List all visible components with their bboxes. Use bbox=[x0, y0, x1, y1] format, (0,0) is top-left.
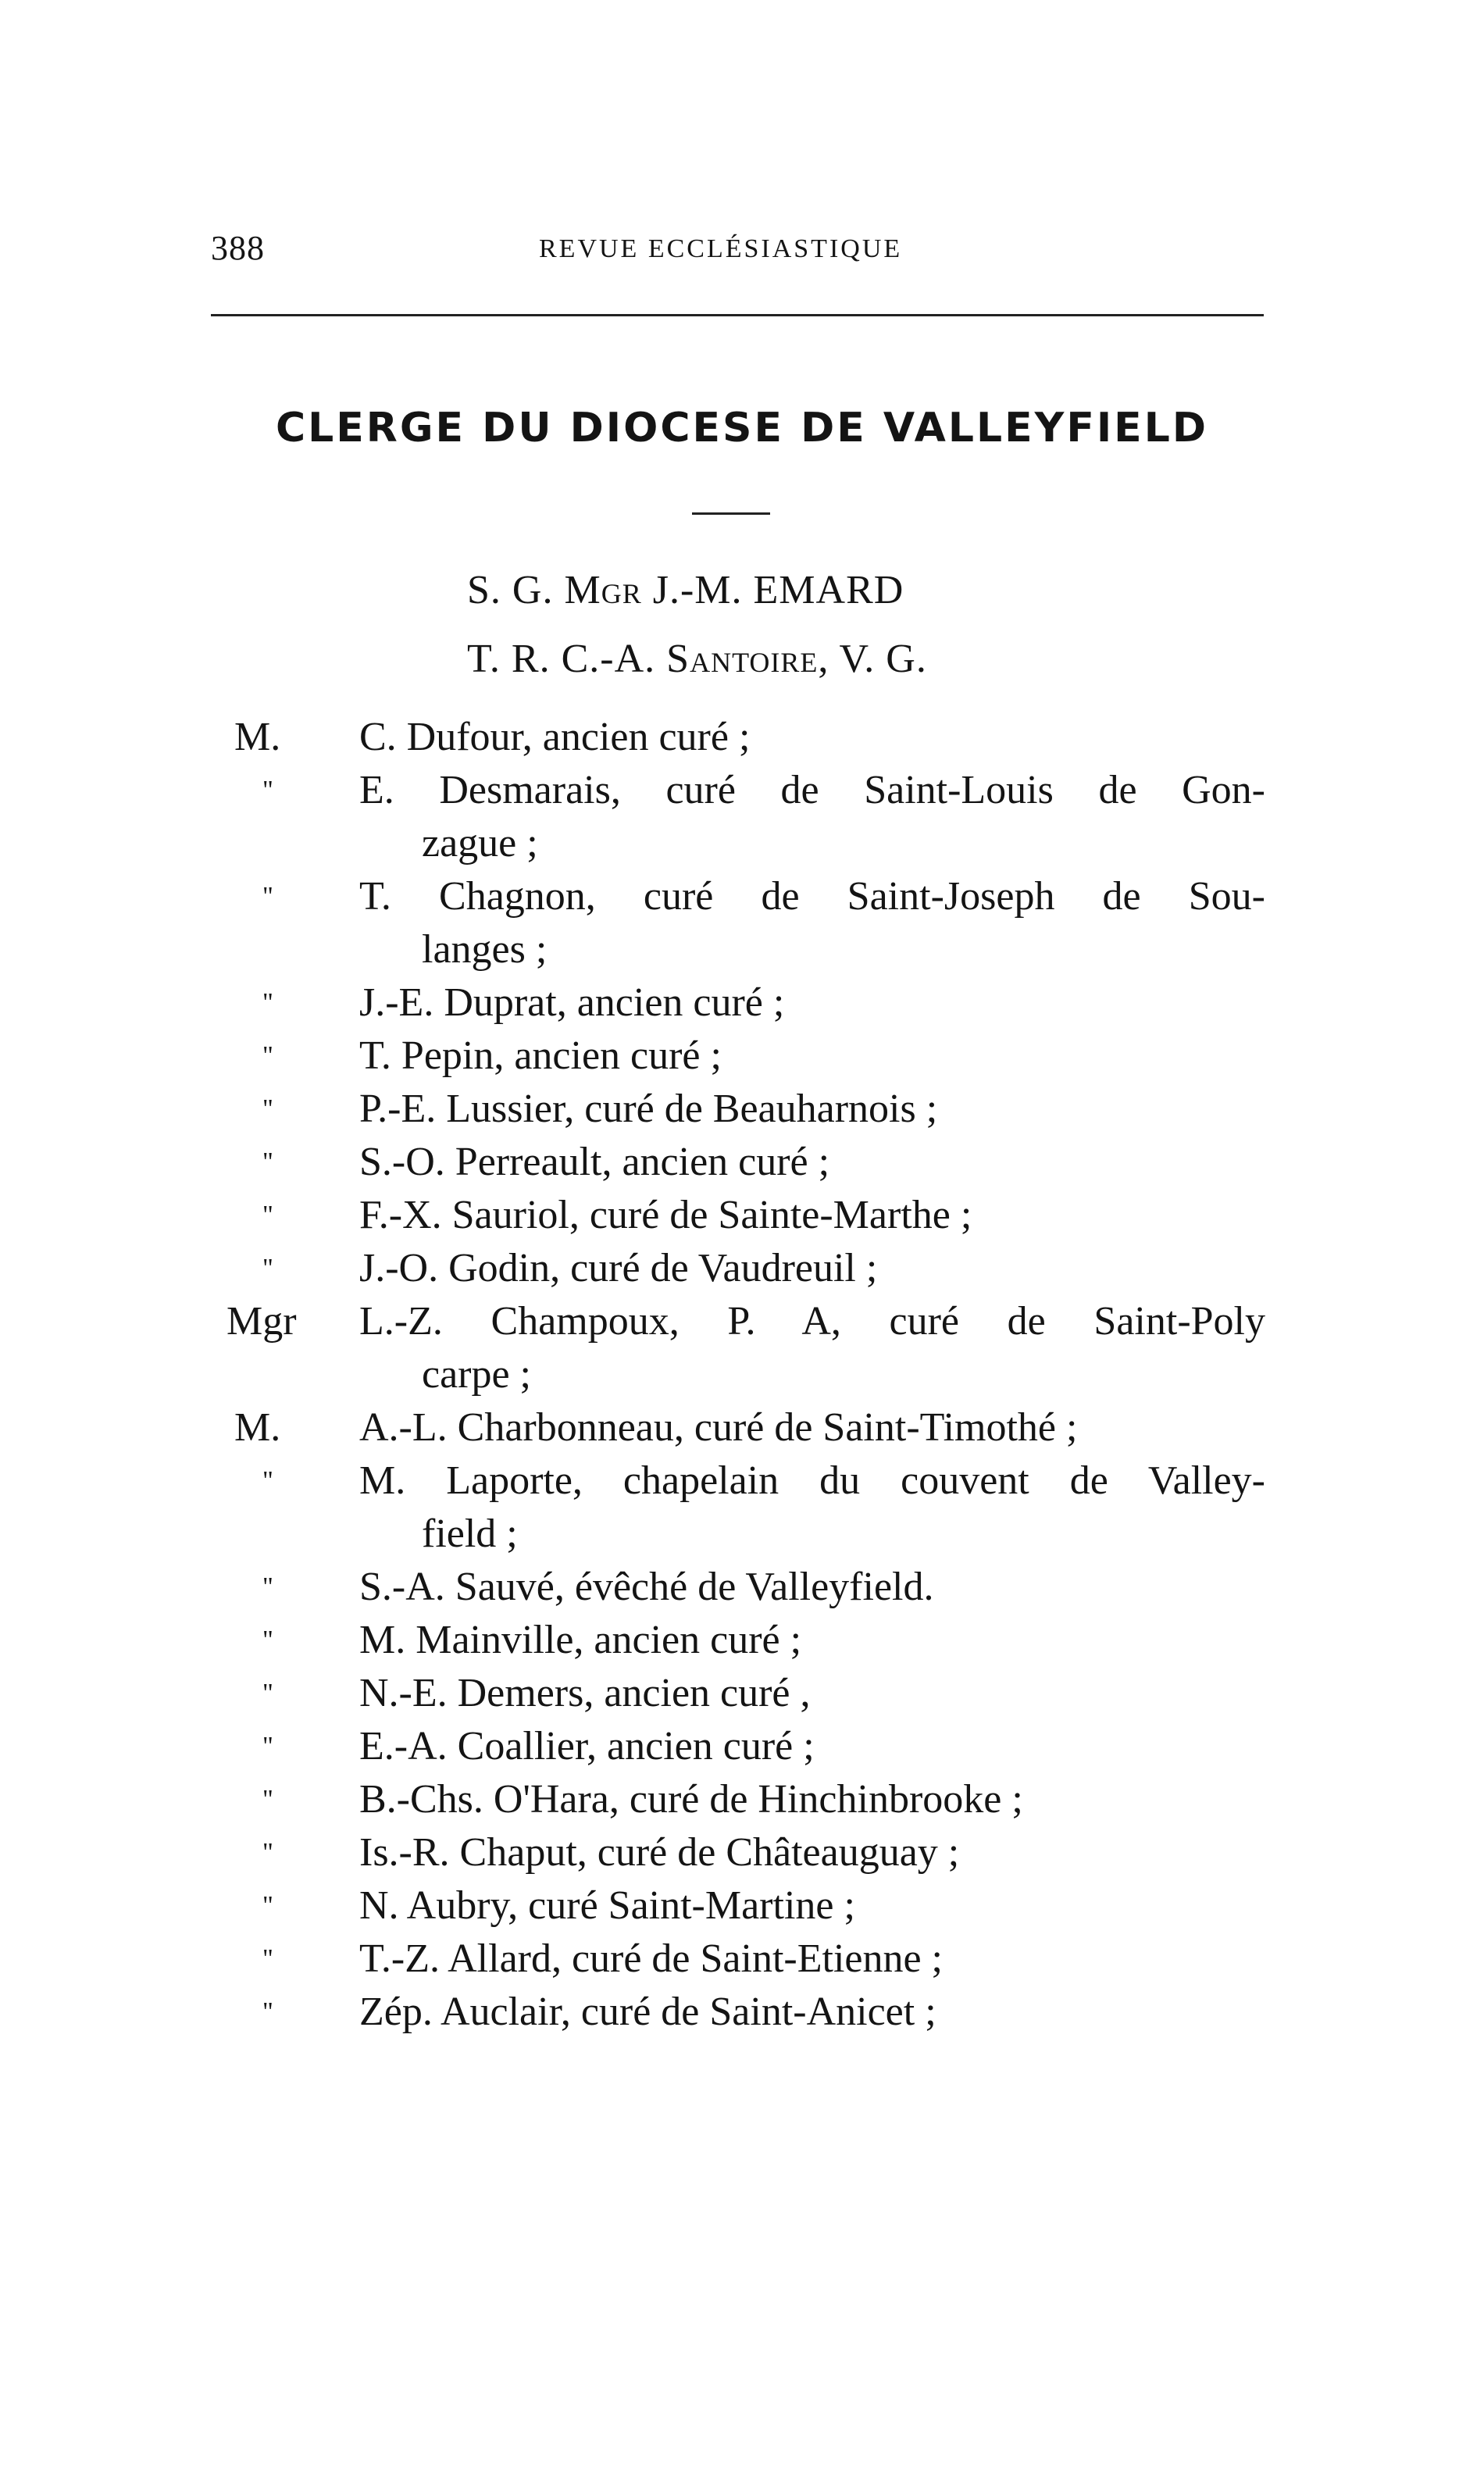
entry-line: L.-Z. Champoux, P. A, curé de Saint-Poly bbox=[359, 1299, 1265, 1344]
entry-text bbox=[359, 1826, 1265, 1879]
entry-text bbox=[359, 1614, 1265, 1667]
entry-text bbox=[359, 1720, 1265, 1773]
entry-line: J.-O. Godin, curé de Vaudreuil ; bbox=[359, 1246, 878, 1290]
entry-prefix: " bbox=[262, 1147, 273, 1176]
entry-continuation: zague ; bbox=[422, 821, 538, 865]
bishop-line bbox=[467, 567, 904, 613]
entry-text bbox=[359, 711, 1265, 764]
entry-line: T.-Z. Allard, curé de Saint-Etienne ; bbox=[359, 1936, 943, 1981]
entry-line: F.-X. Sauriol, curé de Sainte-Marthe ; bbox=[359, 1193, 972, 1237]
section-title: CLERGE DU DIOCESE DE VALLEYFIELD bbox=[275, 405, 1209, 451]
entry-text bbox=[359, 1030, 1265, 1083]
list-item bbox=[227, 976, 1265, 1030]
entry-prefix: " bbox=[262, 1785, 273, 1814]
entry-text bbox=[359, 1242, 1265, 1295]
list-item bbox=[227, 1454, 1265, 1561]
page-number: 388 bbox=[211, 229, 265, 267]
entry-line: T. Pepin, ancien curé ; bbox=[359, 1033, 722, 1078]
entry-prefix: " bbox=[262, 1626, 273, 1654]
vicar-title: , V. G. bbox=[818, 637, 927, 681]
entry-text bbox=[359, 1879, 1265, 1933]
entry-line: Is.-R. Chaput, curé de Châteauguay ; bbox=[359, 1830, 960, 1875]
entry-line: P.-E. Lussier, curé de Beauharnois ; bbox=[359, 1087, 938, 1131]
entry-prefix: " bbox=[262, 1041, 273, 1070]
entry-prefix: " bbox=[262, 1838, 273, 1867]
list-item bbox=[227, 711, 1265, 764]
running-head: REVUE ECCLÉSIASTIQUE bbox=[539, 234, 903, 263]
entry-text bbox=[359, 976, 1265, 1030]
entry-text bbox=[359, 1561, 1265, 1614]
vicar-prefix: T. R. bbox=[467, 637, 551, 681]
entry-prefix: M. bbox=[234, 1405, 281, 1450]
entry-line: B.-Chs. O'Hara, curé de Hinchinbrooke ; bbox=[359, 1777, 1023, 1822]
bishop-prefix: S. G. bbox=[467, 568, 554, 612]
bishop-name: J.-M. EMARD bbox=[652, 568, 904, 612]
entry-text bbox=[359, 1454, 1265, 1561]
list-item bbox=[227, 1561, 1265, 1614]
entry-prefix: " bbox=[262, 1254, 273, 1283]
list-item bbox=[227, 1826, 1265, 1879]
entry-text bbox=[359, 1667, 1265, 1720]
entry-line: E. Desmarais, curé de Saint-Louis de Gon- bbox=[359, 768, 1265, 812]
entry-prefix: " bbox=[262, 1732, 273, 1761]
entry-prefix: " bbox=[262, 882, 273, 911]
entry-line: A.-L. Charbonneau, curé de Saint-Timothé ; bbox=[359, 1405, 1078, 1450]
entry-text bbox=[359, 1136, 1265, 1189]
entry-line: C. Dufour, ancien curé ; bbox=[359, 715, 751, 759]
entry-prefix: " bbox=[262, 1572, 273, 1601]
entry-continuation: langes ; bbox=[422, 927, 548, 972]
entry-text bbox=[359, 1401, 1265, 1454]
entry-text bbox=[359, 870, 1265, 976]
entry-text bbox=[359, 1933, 1265, 1986]
list-item bbox=[227, 764, 1265, 870]
entry-line: S.-A. Sauvé, évêché de Valleyfield. bbox=[359, 1565, 934, 1609]
entry-prefix: " bbox=[262, 1679, 273, 1708]
list-item bbox=[227, 1720, 1265, 1773]
entry-text bbox=[359, 1986, 1265, 2039]
entry-line: J.-E. Duprat, ancien curé ; bbox=[359, 980, 785, 1025]
entry-text bbox=[359, 1083, 1265, 1136]
list-item bbox=[227, 1189, 1265, 1242]
clergy-list bbox=[227, 711, 1265, 2039]
page-header bbox=[211, 228, 1273, 275]
entry-prefix: Mgr bbox=[227, 1299, 297, 1344]
entry-prefix: " bbox=[262, 1201, 273, 1230]
entry-line: E.-A. Coallier, ancien curé ; bbox=[359, 1724, 815, 1768]
entry-text bbox=[359, 764, 1265, 870]
vicar-general-line bbox=[467, 636, 927, 682]
list-item bbox=[227, 1986, 1265, 2039]
entry-text bbox=[359, 1773, 1265, 1826]
entry-prefix: " bbox=[262, 1466, 273, 1495]
bishop-rank: Mgr bbox=[564, 568, 642, 612]
list-item bbox=[227, 1295, 1265, 1401]
entry-continuation: field ; bbox=[422, 1511, 518, 1556]
entry-line: N. Aubry, curé Saint-Martine ; bbox=[359, 1883, 855, 1928]
entry-prefix: " bbox=[262, 1891, 273, 1920]
list-item bbox=[227, 1614, 1265, 1667]
list-item bbox=[227, 870, 1265, 976]
entry-prefix: " bbox=[262, 1094, 273, 1123]
entry-prefix: M. bbox=[234, 715, 281, 759]
list-item bbox=[227, 1083, 1265, 1136]
list-item bbox=[227, 1136, 1265, 1189]
entry-prefix: " bbox=[262, 988, 273, 1017]
entry-line: S.-O. Perreault, ancien curé ; bbox=[359, 1140, 830, 1184]
list-item bbox=[227, 1879, 1265, 1933]
entry-line: T. Chagnon, curé de Saint-Joseph de Sou- bbox=[359, 874, 1265, 919]
entry-line: M. Laporte, chapelain du couvent de Valley- bbox=[359, 1458, 1265, 1503]
list-item bbox=[227, 1030, 1265, 1083]
list-item bbox=[227, 1667, 1265, 1720]
vicar-name: C.-A. Santoire bbox=[561, 637, 819, 681]
entry-line: M. Mainville, ancien curé ; bbox=[359, 1618, 802, 1662]
entry-prefix: " bbox=[262, 1944, 273, 1973]
entry-prefix: " bbox=[262, 1997, 273, 2026]
title-divider bbox=[692, 512, 770, 515]
list-item bbox=[227, 1242, 1265, 1295]
entry-line: N.-E. Demers, ancien curé , bbox=[359, 1671, 811, 1715]
entry-continuation: carpe ; bbox=[422, 1352, 532, 1397]
list-item bbox=[227, 1401, 1265, 1454]
list-item bbox=[227, 1933, 1265, 1986]
entry-text bbox=[359, 1189, 1265, 1242]
entry-prefix: " bbox=[262, 776, 273, 805]
entry-line: Zép. Auclair, curé de Saint-Anicet ; bbox=[359, 1990, 936, 2034]
list-item bbox=[227, 1773, 1265, 1826]
header-rule bbox=[211, 314, 1264, 316]
entry-text bbox=[359, 1295, 1265, 1401]
